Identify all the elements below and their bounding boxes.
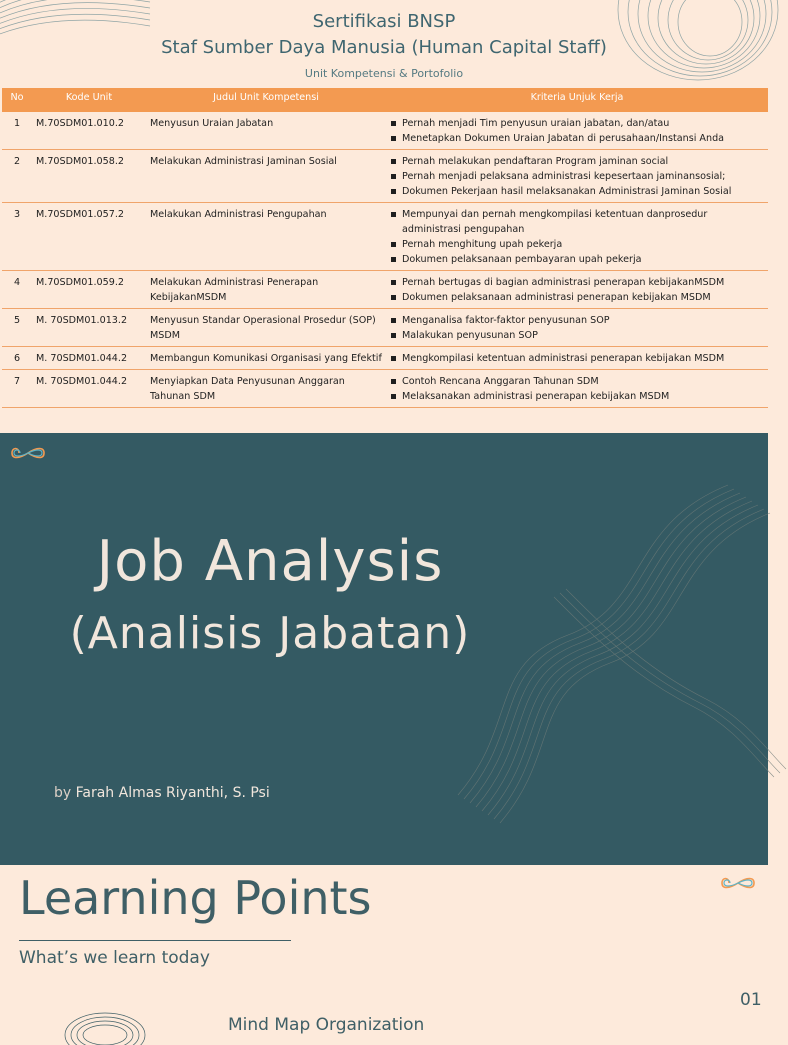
cell-judul-unit: Melakukan Administrasi Penerapan KebijakanMSDM — [146, 271, 386, 309]
kriteria-bullet-item: Pernah menjadi pelaksana administrasi kepesertaan jaminansosial; — [402, 169, 764, 184]
kriteria-bullet-item: Pernah melakukan pendaftaran Program jaminan social — [402, 154, 764, 169]
kriteria-bullet-item: Pernah bertugas di bagian administrasi penerapan kebijakanMSDM — [402, 275, 764, 290]
cell-kode-unit: M.70SDM01.058.2 — [32, 150, 146, 203]
cell-kriteria — [386, 347, 768, 370]
table-row — [2, 309, 768, 347]
cell-no: 1 — [2, 112, 32, 150]
certification-title: Sertifikasi BNSP — [312, 11, 456, 32]
learning-points-title: Learning Points — [19, 871, 372, 925]
cell-no: 4 — [2, 271, 32, 309]
position-title: Staf Sumber Daya Manusia (Human Capital Staff) — [161, 37, 607, 58]
cell-judul-unit: Menyiapkan Data Penyusunan Anggaran Tahunan SDM — [146, 370, 386, 408]
cell-no: 3 — [2, 203, 32, 271]
table-header-row — [2, 88, 768, 112]
circle-wave-decoration — [60, 1005, 150, 1045]
cell-judul-unit: Melakukan Administrasi Jaminan Sosial — [146, 150, 386, 203]
cell-judul-unit: Menyusun Uraian Jabatan — [146, 112, 386, 150]
column-header-kriteria: Kriteria Unjuk Kerja — [386, 88, 768, 112]
kriteria-bullet-item: Pernah menghitung upah pekerja — [402, 237, 764, 252]
column-header-kode: Kode Unit — [32, 88, 146, 112]
slide-unit-kompetensi — [0, 0, 768, 433]
presentation-title: Job Analysis — [96, 529, 444, 594]
next-point-label: Mind Map Organization — [228, 1015, 425, 1035]
table-row — [2, 347, 768, 370]
cell-kriteria — [386, 370, 768, 408]
cell-kriteria — [386, 112, 768, 150]
divider-line — [19, 940, 291, 941]
kriteria-bullet-item: Contoh Rencana Anggaran Tahunan SDM — [402, 374, 764, 389]
cell-kode-unit: M. 70SDM01.044.2 — [32, 347, 146, 370]
table-row — [2, 370, 768, 408]
infinity-logo-icon — [720, 874, 756, 892]
kriteria-bullet-item: Malakukan penyusunan SOP — [402, 328, 764, 343]
presentation-subtitle: (Analisis Jabatan) — [69, 608, 471, 659]
cell-kode-unit: M.70SDM01.057.2 — [32, 203, 146, 271]
table-row — [2, 203, 768, 271]
learning-points-subtitle: What’s we learn today — [19, 948, 210, 968]
cell-kode-unit: M. 70SDM01.044.2 — [32, 370, 146, 408]
competency-table — [2, 88, 768, 408]
table-row — [2, 112, 768, 150]
cell-kode-unit: M.70SDM01.010.2 — [32, 112, 146, 150]
slide-learning-points — [0, 865, 768, 1035]
kriteria-bullet-item: Mengkompilasi ketentuan administrasi penerapan kebijakan MSDM — [402, 351, 764, 366]
column-header-no: No — [2, 88, 32, 112]
kriteria-bullet-item: Pernah menjadi Tim penyusun uraian jabatan, dan/atau — [402, 116, 764, 131]
cell-judul-unit: Menyusun Standar Operasional Prosedur (SOP) MSDM — [146, 309, 386, 347]
cell-kode-unit: M. 70SDM01.013.2 — [32, 309, 146, 347]
column-header-judul: Judul Unit Kompetensi — [146, 88, 386, 112]
cell-kriteria — [386, 309, 768, 347]
kriteria-bullet-item: Melaksanakan administrasi penerapan kebijakan MSDM — [402, 389, 764, 404]
cell-kriteria — [386, 271, 768, 309]
by-label: by — [54, 785, 72, 801]
cell-kriteria — [386, 203, 768, 271]
cell-no: 2 — [2, 150, 32, 203]
table-row — [2, 271, 768, 309]
point-number: 01 — [740, 990, 762, 1010]
kriteria-bullet-item: Dokumen pelaksanaan pembayaran upah pekerja — [402, 252, 764, 267]
kriteria-bullet-item: Menganalisa faktor-faktor penyusunan SOP — [402, 313, 764, 328]
cell-kriteria — [386, 150, 768, 203]
cell-no: 7 — [2, 370, 32, 408]
slide-subtitle: Unit Kompetensi & Portofolio — [304, 67, 464, 80]
kriteria-bullet-item: Mempunyai dan pernah mengkompilasi ketentuan danprosedur administrasi pengupahan — [402, 207, 764, 237]
cell-judul-unit: Membangun Komunikasi Organisasi yang Efektif — [146, 347, 386, 370]
kriteria-bullet-item: Dokumen pelaksanaan administrasi penerapan kebijakan MSDM — [402, 290, 764, 305]
cell-kode-unit: M.70SDM01.059.2 — [32, 271, 146, 309]
author-line — [54, 785, 270, 801]
cell-no: 5 — [2, 309, 32, 347]
infinity-logo-icon — [10, 444, 46, 462]
kriteria-bullet-item: Dokumen Pekerjaan hasil melaksanakan Administrasi Jaminan Sosial — [402, 184, 764, 199]
kriteria-bullet-item: Menetapkan Dokumen Uraian Jabatan di perusahaan/Instansi Anda — [402, 131, 764, 146]
cell-judul-unit: Melakukan Administrasi Pengupahan — [146, 203, 386, 271]
slide-title-job-analysis — [0, 433, 768, 865]
table-row — [2, 150, 768, 203]
cell-no: 6 — [2, 347, 32, 370]
author-name: Farah Almas Riyanthi, S. Psi — [75, 785, 270, 801]
